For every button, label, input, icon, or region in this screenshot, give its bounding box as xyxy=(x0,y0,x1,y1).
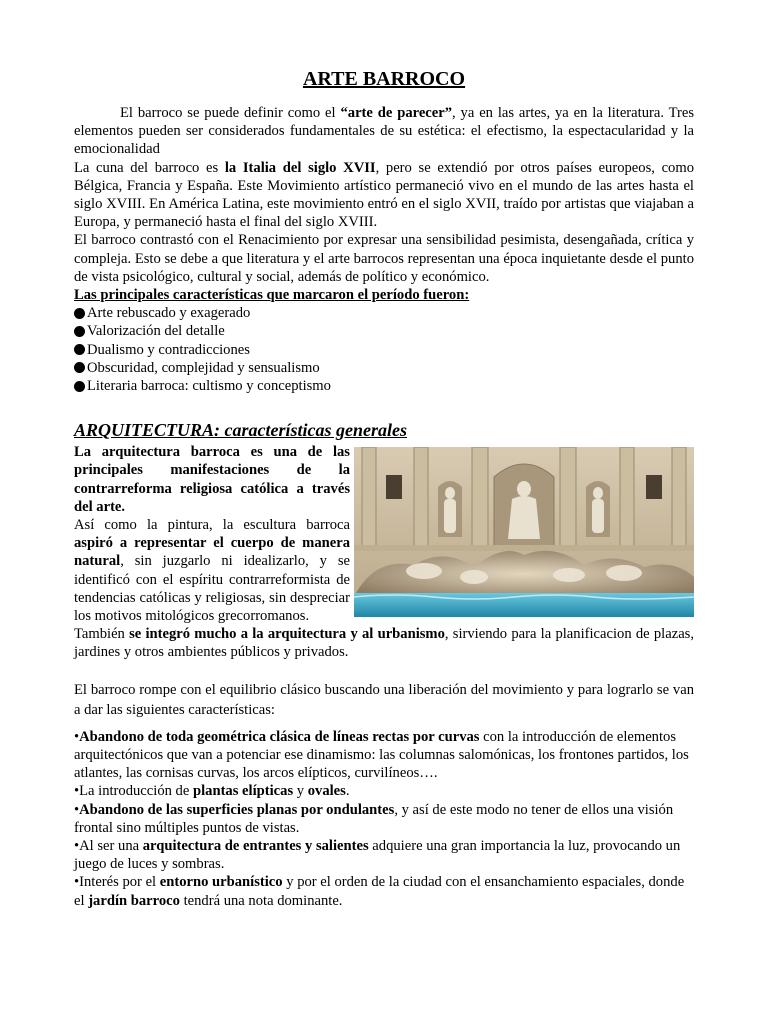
list-item-label: Arte rebuscado y exagerado xyxy=(87,305,251,322)
list-item xyxy=(74,377,694,395)
intro-paragraph-1 xyxy=(74,104,694,159)
feature-item xyxy=(74,801,694,837)
bold-run: plantas elípticas xyxy=(192,783,294,800)
text-run: , y así de este modo no tener de ellos una visión frontal sino múltiples puntos de vistas. xyxy=(74,801,674,836)
bullet-icon: • xyxy=(74,783,80,800)
page-title: ARTE BARROCO xyxy=(302,68,466,90)
bullet-icon: • xyxy=(74,837,80,854)
intro-paragraph-2 xyxy=(74,159,694,232)
list-heading: Las principales características que marcaron el período fueron: xyxy=(74,287,470,304)
list-item xyxy=(74,304,694,322)
text-run: También xyxy=(74,626,130,643)
feature-item xyxy=(74,728,694,783)
bullet-icon: • xyxy=(74,874,80,891)
bold-run: “arte de parecer” xyxy=(340,105,453,121)
text-run: y por el orden de la ciudad con el ensanchamiento espaciales, donde el xyxy=(74,874,685,909)
text-run: tendrá una nota dominante. xyxy=(179,892,343,909)
bold-run: se integró mucho a la arquitectura y al urbanismo xyxy=(129,626,445,643)
bullet-dot-icon xyxy=(74,381,85,392)
bold-run: jardín barroco xyxy=(88,892,180,909)
text-run: y xyxy=(293,783,308,800)
list-item-label: Literaria barroca: cultismo y conceptismo xyxy=(87,378,331,395)
bold-run: la Italia del siglo XVII xyxy=(224,159,376,176)
arquitectura-intro-text xyxy=(74,443,350,625)
arquitectura-paragraph-2 xyxy=(74,516,350,625)
bold-run: Abandono de toda geométrica clásica de líneas rectas por curvas xyxy=(79,728,480,745)
bullet-icon: • xyxy=(74,728,80,745)
document-body xyxy=(74,66,694,910)
list-item-label: Obscuridad, complejidad y sensualismo xyxy=(87,359,320,376)
characteristics-list xyxy=(74,304,694,395)
arquitectura-paragraph-3 xyxy=(74,625,694,661)
text-run: . xyxy=(345,783,350,800)
text-run: adquiere una gran importancia la luz, provocando un juego de luces y sombras. xyxy=(74,837,681,873)
bold-run: Abandono de las superficies planas por ondulantes xyxy=(79,801,395,818)
feature-item xyxy=(74,837,694,873)
text-run: Al ser una xyxy=(79,837,143,854)
bullet-dot-icon xyxy=(74,362,85,373)
bullet-dot-icon xyxy=(74,344,85,355)
text-run: , sirviendo para la planificacion de plazas, jardines y otros ambientes públicos y privados. xyxy=(74,626,694,661)
list-item xyxy=(74,322,694,340)
list-item xyxy=(74,341,694,359)
bullet-dot-icon xyxy=(74,308,85,319)
text-run: , pero se extendió por otros países europeos, como Bélgica, Francia y España. Este Movimiento artístico permaneció vivo en el mundo de las artes hasta el siglo XVIII. En América Latina, este movimiento entró en el siglo XVII, traído por artistas que viajaban a Europa, y permaneció hasta el final del siglo XVIII. xyxy=(74,159,695,231)
bold-run: La arquitectura barroca es una de las principales manifestaciones de la contrarreforma religiosa católica a través del arte. xyxy=(74,444,350,515)
features-list xyxy=(74,728,694,910)
arquitectura-paragraph-4: El barroco rompe con el equilibrio clásico buscando una liberación del movimiento y para lograrlo se van a dar las siguientes características: xyxy=(74,681,694,718)
intro-paragraph-3: El barroco contrastó con el Renacimiento por expresar una sensibilidad pesimista, desengañada, crítica y compleja. Esto se debe a que literatura y el arte barrocos representan una época inquietante desde el punto de vista psicológico, cultural y social, además de político y económico. xyxy=(74,232,694,285)
text-run: Interés por el xyxy=(79,874,160,891)
bullet-dot-icon xyxy=(74,326,85,337)
arquitectura-paragraph-1 xyxy=(74,443,350,516)
text-run: La cuna del barroco es xyxy=(74,159,225,176)
text-run: Así como la pintura, la escultura barroca xyxy=(74,517,350,534)
text-run: La introducción de xyxy=(79,783,193,800)
section-heading-arquitectura: ARQUITECTURA: características generales xyxy=(74,420,407,441)
bold-run: aspiró a representar el cuerpo de manera natural xyxy=(74,535,350,570)
list-item-label: Valorización del detalle xyxy=(87,323,225,340)
list-item-label: Dualismo y contradicciones xyxy=(87,341,250,358)
feature-item xyxy=(74,782,694,800)
bullet-icon: • xyxy=(74,801,80,818)
spacer xyxy=(74,662,694,680)
text-run: , sin juzgarlo ni idealizarlo, y se identificó con el espíritu contrarreformista de tendencias católicas y religiosas, sin despreciar los motivos mitológicos grecorromanos. xyxy=(74,553,350,625)
arquitectura-intro-block xyxy=(74,443,694,625)
trevi-fountain-image xyxy=(354,447,694,617)
list-item xyxy=(74,359,694,377)
bold-run: arquitectura de entrantes y salientes xyxy=(142,837,369,854)
text-run: con la introducción de elementos arquitectónicos que van a potenciar ese dinamismo: las columnas salomónicas, los frontones partidos, los atlantes, las cornisas curvas, los arcos elípticos, curvilíneos…. xyxy=(74,728,689,782)
bold-run: entorno urbanístico xyxy=(159,874,283,891)
bold-run: ovales xyxy=(307,783,346,800)
feature-item xyxy=(74,873,694,909)
text-run: , ya en las artes, ya en la literatura. Tres elementos pueden ser considerados fundamentales de su estética: el efectismo, la espectacularidad y la emocionalidad xyxy=(74,105,694,158)
text-run: El barroco se puede definir como el xyxy=(120,105,341,121)
